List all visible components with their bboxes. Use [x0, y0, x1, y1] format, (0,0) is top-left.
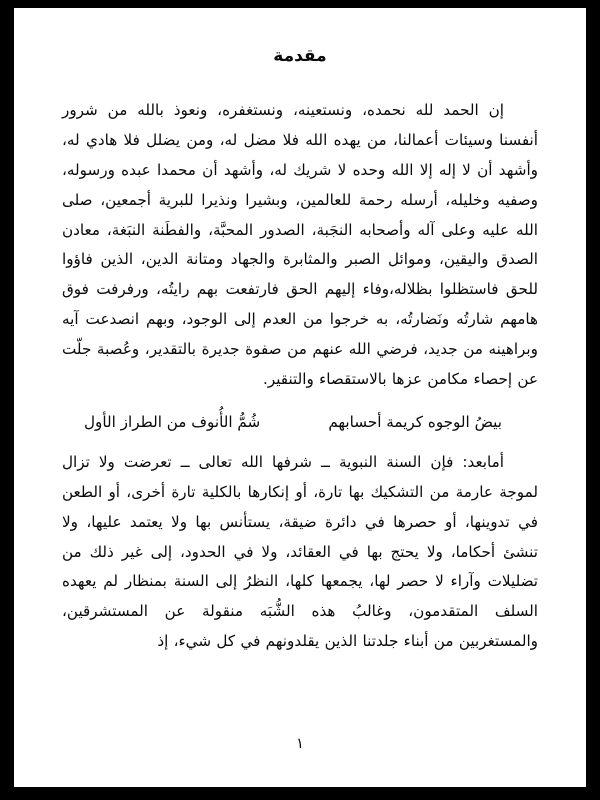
paragraph-khutbat-al-hajah: إن الحمد لله نحمده، ونستعينه، ونستغفره، ونعوذ بالله من شرور أنفسنا وسيئات أعمالنا، من يهده الله فلا مضل له، ومن يضلل فلا هادي له، وأشهد أن لا إله إلا الله وحده لا شريك له، وأشهد أن محمدا عبده ورسوله، وصفيه وخليله، أرسله رحمة للعالمين، وبشيرا ونذيرا للبرية أجمعين، صلى الله عليه وعلى آله وأصحابه النجَبة، الصدور المحبَّة، والفطَنة النبَغة، معادن الصدق واليقين، وموائل الصبر والمثابرة والجهاد ومتانة الدين، الذين فاؤوا للحق فاستظلوا بظلاله،وفاء إليهم الحق فارتفعت بهم رايتُه، ورفرفت فوق هامهم شارتُه ونَضارتُه، به خرجوا من العدم إلى الوجود، وبهم انصدعت آيه وبراهينه من جديد، فرضي الله عنهم من صفوة جديرة بالتقدير، وعُصبة جلّت عن إحصاء مكامن عزها بالاستقصاء والتنقير. [62, 101, 538, 388]
poetry-hemistich-first: بيضُ الوجوه كريمة أحسابهم [328, 413, 502, 432]
page-number: ١ [296, 735, 304, 752]
poetry-line [62, 408, 538, 438]
page-title: مقدمة [273, 46, 327, 66]
page-body [62, 96, 538, 656]
poetry-hemistich-second: شُمُّ الأُنوف من الطراز الأول [84, 413, 261, 432]
paragraph-amma-baad: أمابعد: فإن السنة النبوية ــ شرفها الله تعالى ــ تعرضت ولا تزال لموجة عارمة من التشكيك بها تارة، أو إنكارها بالكلية تارة أخرى، أو الطعن في تدوينها، أو حصرها في دائرة ضيقة، يستأنس بها ولا يعتمد عليها، ولا تنشئ أحكاما، ولا يحتج بها في العقائد، ولا في الحدود، إلى غير ذلك من تضليلات وآراء لا حصر لها، يجمعها كلها، النظرُ إلى السنة بمنظار لم يعهده السلف المتقدمون، وغالبُ هذه الشُّبَه منقولة عن المستشرقين، والمستغربين من أبناء جلدتنا الذين يقلدونهم في كل شيء، إذ [62, 453, 538, 650]
page-sheet [14, 8, 586, 787]
